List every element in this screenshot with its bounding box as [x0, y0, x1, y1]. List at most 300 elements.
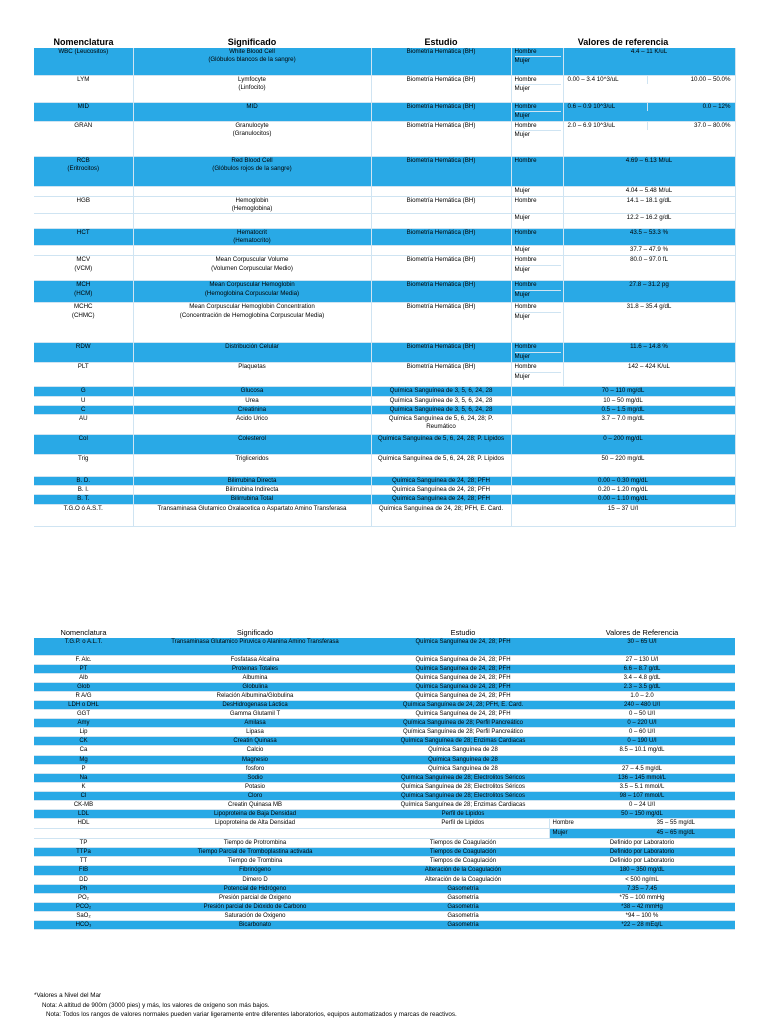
- table-row: [34, 156, 735, 186]
- cell-valor: 31.8 – 35.4 g/dL: [563, 303, 735, 343]
- cell-significado: Gamma Glutamil T: [133, 710, 377, 719]
- table-row: [34, 773, 735, 782]
- cell-valor: *94 – 100 %: [549, 911, 735, 920]
- cell-nomenclatura: HCO₃: [34, 921, 133, 930]
- sex-label: Mujer: [515, 352, 561, 361]
- cell-valor: [549, 755, 735, 764]
- cell-nomenclatura: TP: [34, 839, 133, 848]
- cell-valor: 0 – 200 mg/dL: [511, 434, 735, 454]
- table-row: [34, 75, 735, 102]
- footnote-sea-level: *Valores a Nivel del Mar: [34, 992, 102, 999]
- cell-sexo: [511, 343, 563, 363]
- cell-estudio: Química Sanguínea de 28; Perfil Pancreático: [377, 719, 549, 728]
- cell-valor: 50 – 220 mg/dL: [511, 454, 735, 476]
- cell-significado: MID: [133, 102, 371, 121]
- cell-estudio: Química Sanguínea de 5, 6, 24, 28; P. Reumático: [371, 414, 511, 434]
- cell-sexo: [511, 156, 563, 186]
- cell-estudio: Biometría Hemática (BH): [371, 303, 511, 343]
- table-row: [34, 396, 735, 405]
- cell-significado: [133, 829, 377, 839]
- cell-nomenclatura: GRAN: [34, 121, 133, 156]
- sex-label: Mujer: [514, 246, 530, 254]
- cell-significado: Urea: [133, 396, 371, 405]
- table-row: [34, 102, 735, 121]
- cell-estudio: Gasometría: [377, 884, 549, 893]
- cell-nomenclatura: Amy: [34, 719, 133, 728]
- cell-estudio: Química Sanguínea de 28; Electrolitos Séricos: [377, 791, 549, 800]
- cell-sexo: [511, 213, 563, 228]
- cell-significado: Presión parcial de Oxigeno: [133, 893, 377, 902]
- cell-nomenclatura: RCB (Eritrocitos): [34, 156, 133, 186]
- cell-estudio: [377, 829, 549, 839]
- cell-estudio: Química Sanguínea de 24, 28; PFH: [377, 710, 549, 719]
- cell-nomenclatura: PT: [34, 664, 133, 673]
- cell-nomenclatura: TT: [34, 857, 133, 866]
- cell-significado: Proteinas Totales: [133, 664, 377, 673]
- cell-estudio: Biometría Hemática (BH): [371, 48, 511, 75]
- cell-nomenclatura: RDW: [34, 343, 133, 363]
- cell-valor: *38 – 42 mmHg: [549, 902, 735, 911]
- cell-valor: Definido por Laboratorio: [549, 848, 735, 857]
- table-row: [34, 664, 735, 673]
- table-row: [34, 476, 735, 485]
- cell-valor: *75 – 100 mmHg: [549, 893, 735, 902]
- cell-sexo: [511, 48, 563, 75]
- cell-estudio: Biometría Hemática (BH): [371, 75, 511, 102]
- cell-valor: 240 – 480 U/I: [549, 700, 735, 709]
- sex-label: Mujer: [515, 265, 561, 274]
- cell-sexo: [511, 281, 563, 303]
- cell-nomenclatura: C: [34, 405, 133, 414]
- table-row: [34, 728, 735, 737]
- cell-sexo: [511, 186, 563, 196]
- cell-significado: Saturación de Oxigeno: [133, 911, 377, 920]
- value-percent: 37.0 – 80.0%: [647, 122, 735, 130]
- table-row: [34, 673, 735, 682]
- cell-nomenclatura: Na: [34, 773, 133, 782]
- cell-significado: Potencial de Hidrógeno: [133, 884, 377, 893]
- cell-significado: Glucosa: [133, 387, 371, 396]
- cell-estudio: Biometría Hemática (BH): [371, 281, 511, 303]
- cell-valor: 35 – 55 mg/dL: [585, 819, 735, 829]
- sex-label: Mujer: [514, 213, 530, 221]
- cell-nomenclatura: GGT: [34, 710, 133, 719]
- sex-label: Hombre: [514, 75, 537, 83]
- cell-nomenclatura: Glob: [34, 682, 133, 691]
- cell-estudio: Biometría Hemática (BH): [371, 121, 511, 156]
- cell-nomenclatura: F. Alc.: [34, 655, 133, 664]
- header-significado: Significado: [236, 628, 274, 637]
- cell-nomenclatura: PLT: [34, 363, 133, 387]
- cell-estudio: [371, 213, 511, 228]
- cell-nomenclatura: PO₂: [34, 893, 133, 902]
- cell-nomenclatura: G: [34, 387, 133, 396]
- cell-valor: 4.69 – 6.13 M/uL: [563, 156, 735, 186]
- table-row: [34, 810, 735, 819]
- cell-significado: Tiempo Parcial de Tromboplastina activada: [133, 848, 377, 857]
- cell-significado: Trigliceridos: [133, 454, 371, 476]
- cell-valor: [563, 75, 735, 102]
- cell-significado: Lymfocyte (Linfocito): [133, 75, 371, 102]
- cell-estudio: Química Sanguínea de 24, 28; PFH: [377, 664, 549, 673]
- cell-valor: 80.0 – 97.0 fL: [563, 256, 735, 281]
- cell-significado: Dimero D: [133, 875, 377, 884]
- cell-nomenclatura: FIB: [34, 866, 133, 875]
- cell-significado: Ácido Úrico: [133, 414, 371, 434]
- cell-valor: 3.5 – 5.1 mmol/L: [549, 782, 735, 791]
- sex-label: Mujer: [515, 312, 561, 321]
- cell-significado: Creatin Quinasa: [133, 737, 377, 746]
- table-row: [34, 902, 735, 911]
- cell-valor: 11.6 – 14.8 %: [563, 343, 735, 363]
- cell-significado: Magnesio: [133, 755, 377, 764]
- cell-valor: 8.5 – 10.1 mg/dL: [549, 746, 735, 755]
- table-row: [34, 755, 735, 764]
- cell-estudio: Química Sanguínea de 24, 28; PFH: [371, 476, 511, 485]
- sex-label: Mujer: [514, 186, 530, 194]
- cell-valor: 0 – 24 U/I: [549, 801, 735, 810]
- table-row: [34, 303, 735, 343]
- cell-nomenclatura: T.G.O ó A.S.T.: [34, 504, 133, 526]
- table-row: [34, 405, 735, 414]
- table-row: [34, 737, 735, 746]
- cell-valor: 15 – 37 U/I: [511, 504, 735, 526]
- table-row: [34, 710, 735, 719]
- cell-significado: Bilirrubina Directa: [133, 476, 371, 485]
- table-row: [34, 363, 735, 387]
- cell-valor: Definido por Laboratorio: [549, 839, 735, 848]
- cell-nomenclatura: R A/G: [34, 691, 133, 700]
- cell-valor: 180 – 350 mg/dL: [549, 866, 735, 875]
- cell-significado: Lipasa: [133, 728, 377, 737]
- cell-valor: 1.0 – 2.0: [549, 691, 735, 700]
- table-row: [34, 801, 735, 810]
- cell-significado: Bilirrubina Indirecta: [133, 486, 371, 495]
- cell-nomenclatura: DD: [34, 875, 133, 884]
- cell-estudio: Química Sanguínea de 24, 28; PFH: [371, 486, 511, 495]
- cell-estudio: Química Sanguínea de 28: [377, 764, 549, 773]
- sex-label: Mujer: [515, 130, 561, 139]
- cell-estudio: Química Sanguínea de 3, 5, 6, 24, 28: [371, 387, 511, 396]
- cell-significado: Calcio: [133, 746, 377, 755]
- cell-nomenclatura: B. T.: [34, 495, 133, 504]
- value-absolute: 0.00 – 3.4 10^3/uL: [567, 75, 619, 83]
- cell-estudio: Química Sanguínea de 3, 5, 6, 24, 28: [371, 405, 511, 414]
- cell-significado: [133, 186, 371, 196]
- cell-valor: 12.2 – 16.2 g/dL: [563, 213, 735, 228]
- table-row: [34, 746, 735, 755]
- cell-nomenclatura: Ph: [34, 884, 133, 893]
- cell-significado: Potasio: [133, 782, 377, 791]
- value-absolute: 2.0 – 6.9 10^3/uL: [567, 121, 616, 129]
- cell-nomenclatura: Mg: [34, 755, 133, 764]
- cell-valor: 70 – 110 mg/dL: [511, 387, 735, 396]
- header-nomenclatura: Nomenclatura: [60, 628, 107, 637]
- cell-valor: 0.20 – 1.20 mg/dL: [511, 486, 735, 495]
- sex-label: Hombre: [514, 48, 537, 55]
- table-row: [34, 495, 735, 504]
- value-percent: 0.0 – 12%: [647, 103, 735, 111]
- cell-estudio: Alteración de la Coagulación: [377, 866, 549, 875]
- cell-estudio: Química Sanguínea de 28; Electrolitos Séricos: [377, 773, 549, 782]
- cell-nomenclatura: T.G.P. o A.L.T.: [34, 638, 133, 655]
- cell-nomenclatura: PCO₂: [34, 902, 133, 911]
- cell-significado: DesHidrogenasa Láctica: [133, 700, 377, 709]
- cell-valor: 30 – 65 U/I: [549, 638, 735, 655]
- cell-nomenclatura: B. I.: [34, 486, 133, 495]
- cell-significado: Mean Corpuscular Volume (Volumen Corpuscular Medio): [133, 256, 371, 281]
- table-row: [34, 893, 735, 902]
- cell-valor: 6.6 – 8.7 g/dL: [549, 664, 735, 673]
- cell-nomenclatura: LDL: [34, 810, 133, 819]
- table-row: [34, 719, 735, 728]
- table-row: [34, 700, 735, 709]
- sex-label: Hombre: [514, 303, 537, 311]
- table-row: [34, 782, 735, 791]
- header-estudio: Estudio: [424, 37, 458, 47]
- cell-valor: 136 – 145 mmol/L: [549, 773, 735, 782]
- cell-valor: 4.04 – 5.48 M/uL: [563, 186, 735, 196]
- cell-estudio: [371, 246, 511, 256]
- cell-estudio: Química Sanguínea de 5, 6, 24, 28; P. Lípidos: [371, 454, 511, 476]
- cell-valor: < 500 ng/mL: [549, 875, 735, 884]
- sex-label: Mujer: [515, 56, 561, 65]
- cell-nomenclatura: LDH o DHL: [34, 700, 133, 709]
- cell-sexo: [511, 228, 563, 245]
- cell-nomenclatura: SaO₂: [34, 911, 133, 920]
- cell-nomenclatura: K: [34, 782, 133, 791]
- table-row: [34, 228, 735, 245]
- table-row: [34, 121, 735, 156]
- table-row: [34, 48, 735, 75]
- sex-label: Hombre: [514, 228, 537, 236]
- cell-significado: Transaminasa Glutamico Piruvica o Alanina Amino Transferasa: [133, 638, 377, 655]
- cell-valor: 0.5 – 1.5 mg/dL: [511, 405, 735, 414]
- cell-estudio: Biometría Hemática (BH): [371, 196, 511, 213]
- cell-significado: Fosfatasa Alcalina: [133, 655, 377, 664]
- cell-nomenclatura: P: [34, 764, 133, 773]
- cell-estudio: Química Sanguínea de 28; Enzimas Cardiacas: [377, 737, 549, 746]
- value-absolute: 0.6 – 0.9 10^3/uL: [567, 102, 616, 110]
- cell-valor: [563, 121, 735, 156]
- cell-estudio: Biometría Hemática (BH): [371, 156, 511, 186]
- cell-significado: Red Blood Cell (Glóbulos rojos de la sangre): [133, 156, 371, 186]
- sex-label: Hombre: [514, 281, 537, 289]
- table-row: [34, 414, 735, 434]
- table-row: [34, 884, 735, 893]
- header-nomenclatura: Nomenclatura: [53, 37, 114, 47]
- cell-estudio: Química Sanguínea de 5, 6, 24, 28; P. Lípidos: [371, 434, 511, 454]
- cell-nomenclatura: Trig: [34, 454, 133, 476]
- table-row: [34, 682, 735, 691]
- table-row: [34, 454, 735, 476]
- cell-valor: 27.8 – 31.2 pg: [563, 281, 735, 303]
- table-row: [34, 638, 735, 655]
- cell-significado: Tiempo de Protrombina: [133, 839, 377, 848]
- cell-valor: 10 – 50 mg/dL: [511, 396, 735, 405]
- cell-sexo: [511, 246, 563, 256]
- cell-estudio: Biometría Hemática (BH): [371, 102, 511, 121]
- cell-estudio: Química Sanguínea de 24, 28; PFH: [377, 691, 549, 700]
- cell-nomenclatura: Alb: [34, 673, 133, 682]
- cell-significado: Bicarbonato: [133, 921, 377, 930]
- sex-label: Hombre: [514, 121, 537, 129]
- cell-significado: Lipoproteina de Baja Densidad: [133, 810, 377, 819]
- cell-estudio: [371, 186, 511, 196]
- table-row: [34, 875, 735, 884]
- cell-nomenclatura: AU: [34, 414, 133, 434]
- cell-estudio: Química Sanguínea de 24, 28; PFH: [377, 673, 549, 682]
- table-row: [34, 343, 735, 363]
- header-valores: Valores de Referencia: [605, 628, 679, 637]
- cell-sexo: [511, 75, 563, 102]
- cell-estudio: Gasometría: [377, 893, 549, 902]
- cell-estudio: Química Sanguínea de 28; Perfil Pancreático: [377, 728, 549, 737]
- sex-label: Hombre: [514, 343, 537, 351]
- cell-estudio: Gasometría: [377, 911, 549, 920]
- cell-sexo: [511, 303, 563, 343]
- header-significado: Significado: [227, 37, 277, 47]
- table-row: [34, 186, 735, 196]
- table-row: [34, 839, 735, 848]
- cell-valor: 142 – 424 K/uL: [563, 363, 735, 387]
- cell-estudio: Química Sanguínea de 24, 28; PFH: [377, 682, 549, 691]
- cell-estudio: Perfil de Lipidos: [377, 810, 549, 819]
- cell-valor: 27 – 4.5 mg/dL: [549, 764, 735, 773]
- cell-sexo: [511, 196, 563, 213]
- cell-sexo: [511, 363, 563, 387]
- cell-valor: 43.5 – 53.3 %: [563, 228, 735, 245]
- cell-nomenclatura: HGB: [34, 196, 133, 213]
- footnote-altitude: Nota: A altitud de 900m (3000 pies) y más, los valores de oxígeno son más bajos.: [42, 1001, 270, 1009]
- table-header-row: [34, 627, 735, 638]
- cell-sexo: Hombre: [549, 819, 585, 829]
- cell-significado: Distribución Celular: [133, 343, 371, 363]
- value-percent: 10.00 – 50.0%: [647, 76, 735, 84]
- cell-significado: Relación Albumina/Globulina: [133, 691, 377, 700]
- table-row: [34, 921, 735, 930]
- cell-significado: Tiempo de Trombina: [133, 857, 377, 866]
- cell-nomenclatura: HDL: [34, 819, 133, 829]
- table-row: [34, 281, 735, 303]
- table-row: [34, 691, 735, 700]
- cell-nomenclatura: MCH (HCM): [34, 281, 133, 303]
- cell-estudio: Tiempos de Coagulación: [377, 848, 549, 857]
- cell-significado: Hemoglobin (Hemoglobina): [133, 196, 371, 213]
- reference-table-hematology: [34, 34, 736, 527]
- cell-valor: 3.4 – 4.8 g/dL: [549, 673, 735, 682]
- cell-significado: Amilasa: [133, 719, 377, 728]
- cell-significado: Granulocyte (Granulocitos): [133, 121, 371, 156]
- table-header-row: [34, 34, 735, 48]
- cell-estudio: Gasometría: [377, 902, 549, 911]
- cell-estudio: Gasometría: [377, 921, 549, 930]
- table-row: [34, 829, 735, 839]
- cell-estudio: Alteración de la Coagulación: [377, 875, 549, 884]
- footnotes: [34, 991, 457, 1020]
- cell-nomenclatura: CK-MB: [34, 801, 133, 810]
- cell-valor: 3.7 – 7.0 mg/dL: [511, 414, 735, 434]
- cell-estudio: Química Sanguínea de 24, 28; PFH, E. Card.: [371, 504, 511, 526]
- cell-nomenclatura: MID: [34, 102, 133, 121]
- cell-sexo: [511, 102, 563, 121]
- cell-nomenclatura: U: [34, 396, 133, 405]
- cell-estudio: Biometría Hemática (BH): [371, 343, 511, 363]
- cell-valor: 27 – 130 U/I: [549, 655, 735, 664]
- sex-label: Mujer: [515, 372, 561, 381]
- cell-estudio: Tiempos de Coagulación: [377, 839, 549, 848]
- cell-valor: 0 – 60 U/I: [549, 728, 735, 737]
- header-estudio: Estudio: [450, 628, 476, 637]
- table-row: [34, 655, 735, 664]
- cell-sexo: Mujer: [549, 829, 585, 839]
- cell-nomenclatura: Cl: [34, 791, 133, 800]
- cell-significado: Albumina: [133, 673, 377, 682]
- header-valores: Valores de referencia: [577, 37, 669, 47]
- sex-label: Mujer: [515, 111, 561, 120]
- table-row: [34, 819, 735, 829]
- cell-estudio: Química Sanguínea de 24, 28; PFH: [377, 638, 549, 655]
- cell-significado: Lipoproteina de Alta Densidad: [133, 819, 377, 829]
- sex-label: Mujer: [515, 84, 561, 93]
- table-row: [34, 764, 735, 773]
- cell-estudio: Química Sanguínea de 28; Enzimas Cardiacas: [377, 801, 549, 810]
- cell-significado: [133, 246, 371, 256]
- cell-nomenclatura: Col: [34, 434, 133, 454]
- cell-significado: Bilirrubina Total: [133, 495, 371, 504]
- cell-significado: Hematocrit (Hematocrito): [133, 228, 371, 245]
- cell-significado: Fibrinógeno: [133, 866, 377, 875]
- cell-significado: Transaminasa Glutamico Oxalacetica o Aspartato Amino Transferasa: [133, 504, 371, 526]
- cell-valor: 0 – 220 U/I: [549, 719, 735, 728]
- cell-sexo: [511, 121, 563, 156]
- cell-estudio: Biometría Hemática (BH): [371, 228, 511, 245]
- footnote-lab-variation: Nota: Todos los rangos de valores normales pueden variar ligeramente entre diferentes laboratorios, equipos automatizados y marcas de reactivos.: [46, 1011, 457, 1019]
- cell-valor: 50 – 150 mg/dL: [549, 810, 735, 819]
- cell-nomenclatura: MCV (VCM): [34, 256, 133, 281]
- cell-valor: 0 – 50 U/I: [549, 710, 735, 719]
- cell-nomenclatura: B. D.: [34, 476, 133, 485]
- cell-nomenclatura: [34, 829, 133, 839]
- table-row: [34, 857, 735, 866]
- cell-valor: 2.3 – 3.5 g/dL: [549, 682, 735, 691]
- cell-nomenclatura: Lip: [34, 728, 133, 737]
- table-row: [34, 213, 735, 228]
- cell-estudio: Química Sanguínea de 28: [377, 746, 549, 755]
- cell-estudio: Biometría Hemática (BH): [371, 363, 511, 387]
- table-row: [34, 791, 735, 800]
- cell-nomenclatura: HCT: [34, 228, 133, 245]
- cell-nomenclatura: TTPa: [34, 848, 133, 857]
- table-row: [34, 848, 735, 857]
- cell-estudio: Química Sanguínea de 24, 28; PFH: [377, 655, 549, 664]
- cell-nomenclatura: CK: [34, 737, 133, 746]
- cell-significado: Mean Corpuscular Hemoglobin Concentration (Concentración de Hemoglobina Corpuscular Media): [133, 303, 371, 343]
- cell-estudio: Tiempos de Coagulación: [377, 857, 549, 866]
- cell-nomenclatura: [34, 213, 133, 228]
- sex-label: Mujer: [515, 290, 561, 299]
- cell-valor: *22 – 28 mEq/L: [549, 921, 735, 930]
- cell-estudio: Química Sanguínea de 24, 28; PFH, E. Card.: [377, 700, 549, 709]
- cell-nomenclatura: Ca: [34, 746, 133, 755]
- cell-nomenclatura: MCHC (CHMC): [34, 303, 133, 343]
- table-row: [34, 486, 735, 495]
- cell-valor: 0.00 – 1.10 mg/dL: [511, 495, 735, 504]
- cell-significado: Creatin Quinasa MB: [133, 801, 377, 810]
- table-row: [34, 866, 735, 875]
- cell-nomenclatura: WBC (Leucositos): [34, 48, 133, 75]
- cell-significado: Creatinina: [133, 405, 371, 414]
